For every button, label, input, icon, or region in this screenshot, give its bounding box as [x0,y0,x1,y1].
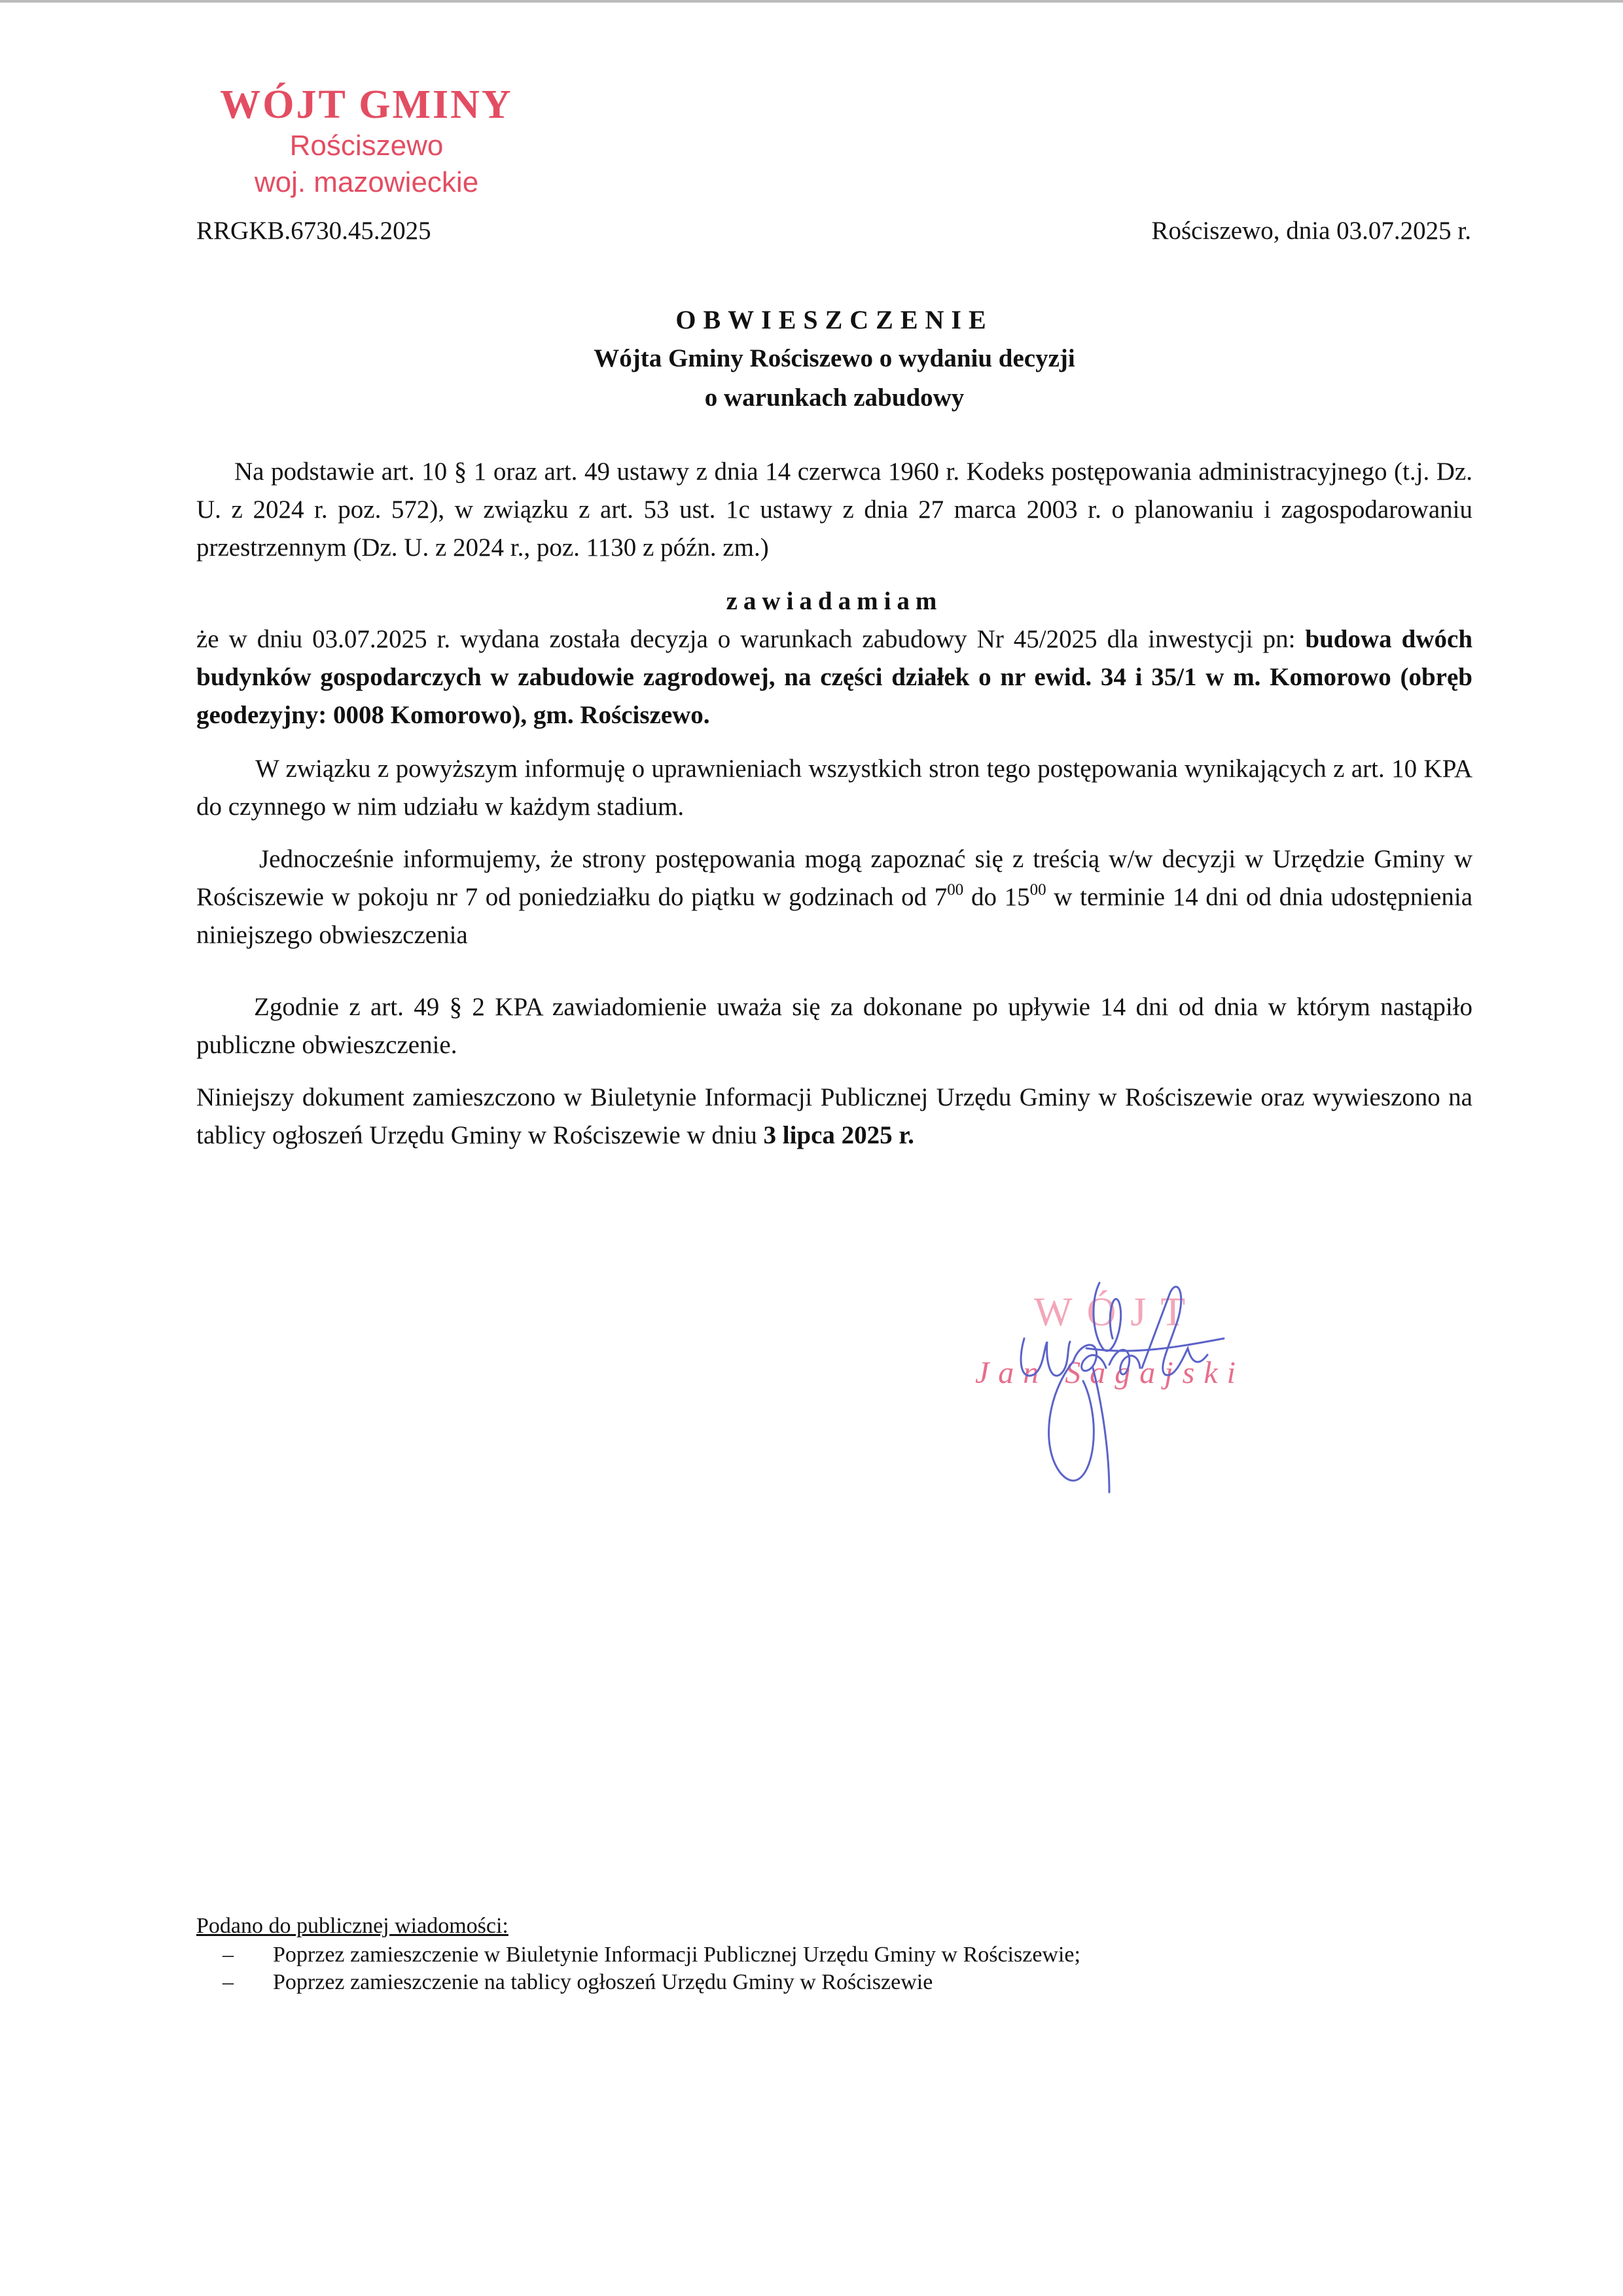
investment-name: budowa dwóch budynków gospodarczych w zabudowie zagrodowej, na części działek o nr ewid. 34 i 35/1 w m. Komorowo (obręb geodezyjny: 0008 Komorowo), gm. Rościszewo. [196,625,1473,729]
signature-stamp-name: Jan Sagajski [975,1355,1245,1390]
list-dash: – [223,1943,234,1967]
list-item [196,1969,1374,1996]
publication-footer [196,1912,1374,1996]
list-dash: – [223,1970,234,1994]
document-title-block [196,301,1472,418]
signature-block [962,1276,1329,1551]
stamp-line-voivodeship: woj. mazowieckie [254,166,479,198]
inspection-text-a: Jednocześnie informujemy, że strony postępowania mogą zapoznać się z treścią w/w decyzji w Urzędzie Gminy w Rościszewie w pokoju nr 7 od poniedziałku do piątku w godzinach od 7 [196,845,1472,911]
footer-heading: Podano do publicznej wiadomości: [196,1914,508,1938]
case-reference: RRGKB.6730.45.2025 [196,217,431,245]
publication-date: 3 lipca 2025 r. [763,1121,914,1149]
hours-sup-end: 00 [1029,881,1046,899]
inspection-text-c: w terminie 14 dni od dnia udostępnienia niniejszego obwieszczenia [196,883,1473,949]
notify-heading: zawiadamiam [726,587,943,615]
delivery-paragraph: Zgodnie z art. 49 § 2 KPA zawiadomienie uważa się za dokonane po upływie 14 dni od dnia w którym nastąpiło publiczne obwieszczenie. [196,993,1472,1059]
handwritten-signature [962,1276,1329,1551]
document-subtitle-line1: Wójta Gminy Rościszewo o wydaniu decyzji [594,344,1075,372]
document-body [196,453,1472,1155]
list-item-text: Poprzez zamieszczenie na tablicy ogłoszeń Urzędu Gminy w Rościszewie [273,1970,933,1994]
document-title: OBWIESZCZENIE [675,305,993,334]
publication-methods-list [196,1941,1374,1996]
document-subtitle-line2: o warunkach zabudowy [704,384,965,412]
inspection-paragraph [196,840,1472,954]
decision-intro: że w dniu 03.07.2025 r. wydana została decyzja o warunkach zabudowy Nr 45/2025 dla inwestycji pn: [196,625,1306,653]
stamp-line-title: WÓJT GMINY [220,82,513,127]
rights-paragraph: W związku z powyższym informuję o uprawnieniach wszystkich stron tego postępowania wynikających z art. 10 KPA do czynnego w nim udziału w każdym stadium. [196,755,1472,821]
inspection-text-b: do 15 [963,883,1030,911]
list-item [196,1941,1374,1969]
place-and-date: Rościszewo, dnia 03.07.2025 r. [1151,217,1471,245]
publication-paragraph [196,1079,1472,1155]
scan-edge-line [0,0,1623,3]
hours-sup-start: 00 [947,881,964,899]
list-item-text: Poprzez zamieszczenie w Biuletynie Informacji Publicznej Urzędu Gminy w Rościszewie; [273,1943,1080,1967]
legal-basis-paragraph: Na podstawie art. 10 § 1 oraz art. 49 ustawy z dnia 14 czerwca 1960 r. Kodeks postępowania administracyjnego (t.j. Dz. U. z 2024 r. poz. 572), w związku z art. 53 ust. 1c ustawy z dnia 27 marca 2003 r. o planowaniu i zagospodarowaniu przestrzennym (Dz. U. z 2024 r., poz. 1130 z późn. zm.) [196,457,1472,562]
stamp-line-municipality: Rościszewo [289,130,444,162]
office-stamp [196,82,537,201]
signature-stamp-title: WÓJT [1034,1290,1200,1335]
decision-paragraph [196,620,1472,734]
publication-text: Niniejszy dokument zamieszczono w Biuletynie Informacji Publicznej Urzędu Gminy w Rościszewie oraz wywieszono na tablicy ogłoszeń Urzędu Gminy w Rościszewie w dniu [196,1083,1472,1149]
